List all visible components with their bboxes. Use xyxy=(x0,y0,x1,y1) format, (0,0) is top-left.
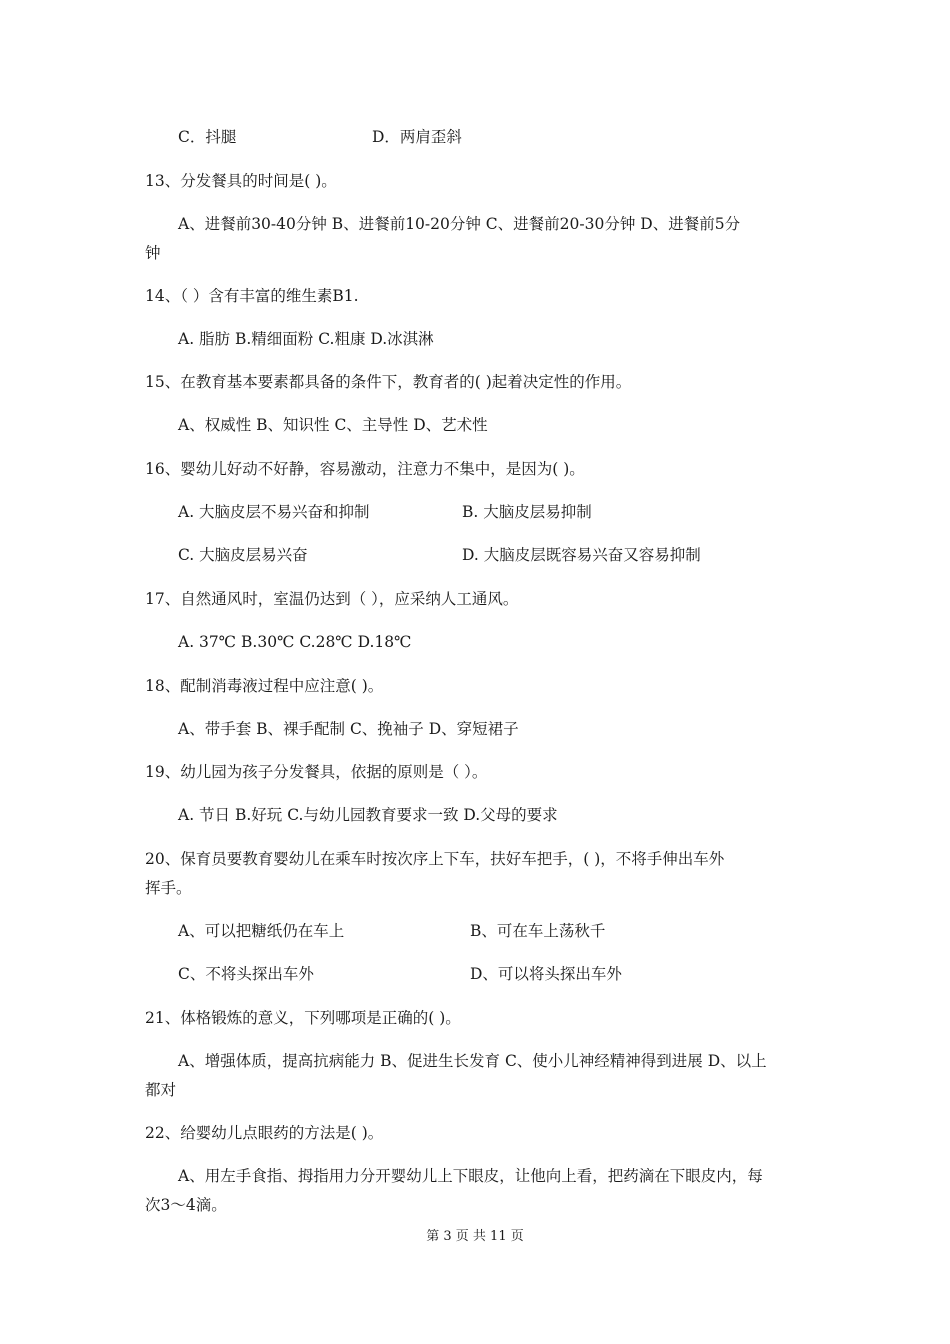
question-21-options: A、增强体质，提高抗病能力 B、促进生长发育 C、使小儿神经精神得到进展 D、以上 xyxy=(178,1052,767,1070)
question-15-options: A、权威性 B、知识性 C、主导性 D、艺术性 xyxy=(178,416,488,434)
question-14-options: A. 脂肪 B.精细面粉 C.粗康 D.冰淇淋 xyxy=(178,330,434,348)
q16-option-c: C. 大脑皮层易兴奋 xyxy=(178,546,308,564)
question-18: 18、配制消毒液过程中应注意( )。 xyxy=(145,677,384,695)
question-13-options-cont: 钟 xyxy=(145,244,161,262)
q20-option-c: C、不将头探出车外 xyxy=(178,965,314,983)
q20-option-a: A、可以把糖纸仍在车上 xyxy=(178,922,345,940)
q12-option-c: C．抖腿 xyxy=(178,128,237,146)
question-22: 22、给婴幼儿点眼药的方法是( )。 xyxy=(145,1124,384,1142)
question-15: 15、在教育基本要素都具备的条件下，教育者的( )起着决定性的作用。 xyxy=(145,373,632,391)
question-17: 17、自然通风时，室温仍达到（ ），应采纳人工通风。 xyxy=(145,590,519,608)
question-21-options-cont: 都对 xyxy=(145,1081,177,1099)
q16-option-d: D. 大脑皮层既容易兴奋又容易抑制 xyxy=(462,546,701,564)
page-number-footer: 第 3 页 共 11 页 xyxy=(426,1229,524,1244)
question-19-options: A. 节日 B.好玩 C.与幼儿园教育要求一致 D.父母的要求 xyxy=(178,806,558,824)
q12-option-d: D．两肩歪斜 xyxy=(372,128,462,146)
question-14: 14、（ ）含有丰富的维生素B1. xyxy=(145,287,359,305)
q20-option-b: B、可在车上荡秋千 xyxy=(470,922,606,940)
question-20: 20、保育员要教育婴幼儿在乘车时按次序上下车，扶好车把手，( )，不将手伸出车外 xyxy=(145,850,725,868)
question-19: 19、幼儿园为孩子分发餐具，依据的原则是（ ）。 xyxy=(145,763,488,781)
question-20-cont: 挥手。 xyxy=(145,879,192,897)
question-13-options: A、进餐前30-40分钟 B、进餐前10-20分钟 C、进餐前20-30分钟 D、进餐前5分 xyxy=(178,215,741,233)
question-17-options: A. 37℃ B.30℃ C.28℃ D.18℃ xyxy=(178,633,412,651)
question-21: 21、体格锻炼的意义，下列哪项是正确的( )。 xyxy=(145,1009,461,1027)
q20-option-d: D、可以将头探出车外 xyxy=(470,965,622,983)
question-22-option-a-cont: 次3～4滴。 xyxy=(145,1196,227,1214)
question-18-options: A、带手套 B、裸手配制 C、挽袖子 D、穿短裙子 xyxy=(178,720,519,738)
q16-option-a: A. 大脑皮层不易兴奋和抑制 xyxy=(178,503,370,521)
question-22-option-a: A、用左手食指、拇指用力分开婴幼儿上下眼皮，让他向上看，把药滴在下眼皮内，每 xyxy=(178,1167,763,1185)
q16-option-b: B. 大脑皮层易抑制 xyxy=(462,503,592,521)
question-13: 13、分发餐具的时间是( )。 xyxy=(145,172,337,190)
question-16: 16、婴幼儿好动不好静，容易激动，注意力不集中，是因为( )。 xyxy=(145,460,585,478)
